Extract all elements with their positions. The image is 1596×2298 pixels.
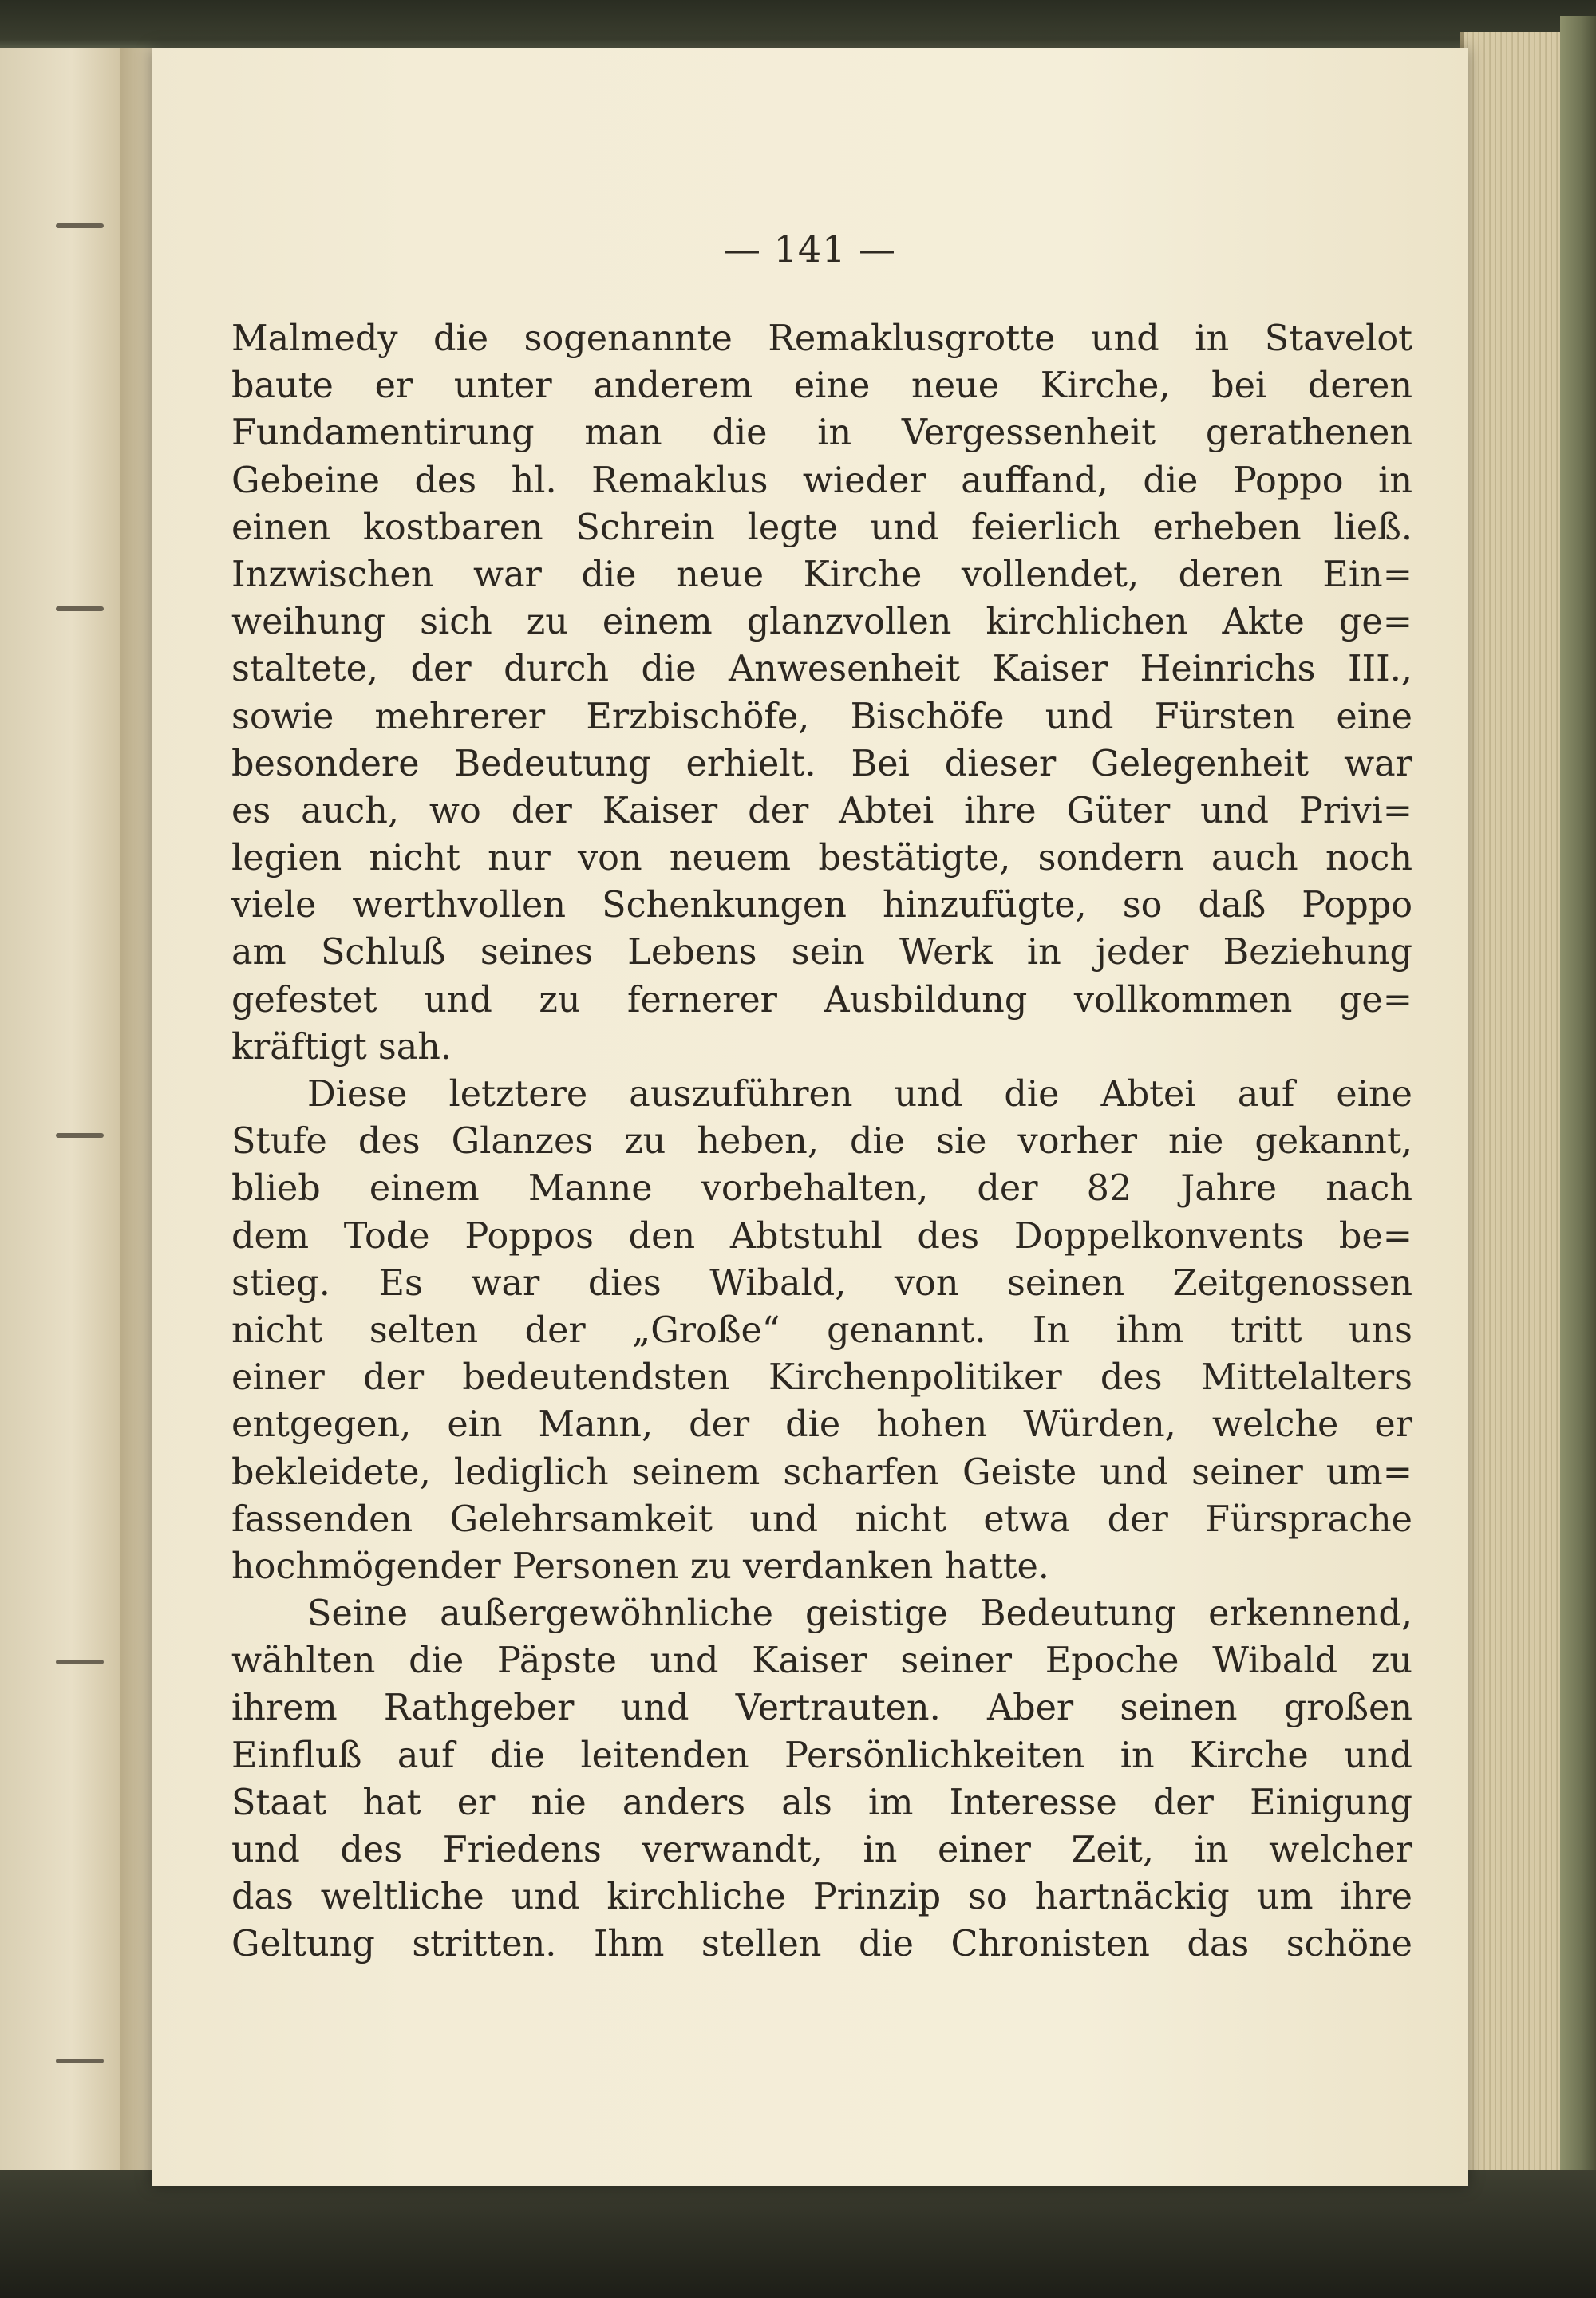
text-line: bekleidete, lediglich seinem scharfen Geiste und seiner um= [231,1451,1412,1493]
text-line: sowie mehrerer Erzbischöfe, Bischöfe und Fürsten eine [231,696,1412,737]
text-line: stieg. Es war dies Wibald, von seinen Zeitgenossen [231,1262,1412,1304]
book-cover-edge [1560,16,1596,2298]
text-line: kräftigt sah. [231,1026,452,1068]
text-line: Diese letztere auszuführen und die Abtei auf eine [307,1074,1412,1115]
margin-mark [56,606,104,611]
text-line: Seine außergewöhnliche geistige Bedeutung erkennend, [307,1593,1412,1635]
text-line: einer der bedeutendsten Kirchenpolitiker des Mittelalters [231,1357,1412,1399]
text-line: baute er unter anderem eine neue Kirche, bei deren [231,365,1412,407]
text-line: staltete, der durch die Anwesenheit Kaiser Heinrichs III., [231,649,1412,690]
text-line: blieb einem Manne vorbehalten, der 82 Jahre nach [231,1168,1412,1210]
text-line: am Schluß seines Lebens sein Werk in jeder Beziehung [231,932,1412,973]
margin-mark [56,2059,104,2063]
text-line: weihung sich zu einem glanzvollen kirchlichen Akte ge= [231,602,1412,643]
page-stack-edge [1460,32,1567,2234]
text-line: Geltung stritten. Ihm stellen die Chronisten das schöne [231,1924,1412,1965]
text-line: es auch, wo der Kaiser der Abtei ihre Güter und Privi= [231,790,1412,831]
text-line: legien nicht nur von neuem bestätigte, sondern auch noch [231,838,1412,879]
text-line: einen kostbaren Schrein legte und feierlich erheben ließ. [231,507,1412,548]
text-line: ihrem Rathgeber und Vertrauten. Aber seinen großen [231,1688,1412,1729]
text-line: nicht selten der „Große“ genannt. In ihm tritt uns [231,1309,1412,1351]
text-line: Staat hat er nie anders als im Interesse der Einigung [231,1782,1412,1823]
text-line: Gebeine des hl. Remaklus wieder auffand, die Poppo in [231,460,1412,501]
margin-mark [56,1660,104,1664]
left-page-edge [0,48,120,2298]
bottom-shadow [0,2170,1596,2298]
text-line: besondere Bedeutung erhielt. Bei dieser Gelegenheit war [231,743,1412,784]
text-line: fassenden Gelehrsamkeit und nicht etwa der Fürsprache [231,1498,1412,1540]
text-line: hochmögender Personen zu verdanken hatte. [231,1546,1049,1587]
text-line: viele werthvollen Schenkungen hinzufügte, so daß Poppo [231,885,1412,926]
margin-mark [56,1133,104,1138]
text-line: Stufe des Glanzes zu heben, die sie vorher nie gekannt, [231,1121,1412,1163]
text-line: Inzwischen war die neue Kirche vollendet, deren Ein= [231,554,1412,595]
text-line: dem Tode Poppos den Abtstuhl des Doppelkonvents be= [231,1215,1412,1257]
text-line: Einfluß auf die leitenden Persönlichkeiten in Kirche und [231,1735,1412,1776]
margin-mark [56,223,104,228]
text-line: gefestet und zu fernerer Ausbildung vollkommen ge= [231,979,1412,1021]
page-number: — 141 — [723,227,897,270]
text-line: wählten die Päpste und Kaiser seiner Epoche Wibald zu [231,1641,1412,1682]
text-line: Malmedy die sogenannte Remaklusgrotte und in Stavelot [231,318,1412,359]
text-line: und des Friedens verwandt, in einer Zeit, in welcher [231,1830,1412,1870]
text-line: das weltliche und kirchliche Prinzip so hartnäckig um ihre [231,1877,1412,1918]
body-text [231,315,1412,1968]
text-line: entgegen, ein Mann, der die hohen Würden, welche er [231,1404,1412,1446]
text-line: Fundamentirung man die in Vergessenheit gerathenen [231,413,1412,454]
book-page [152,48,1468,2186]
